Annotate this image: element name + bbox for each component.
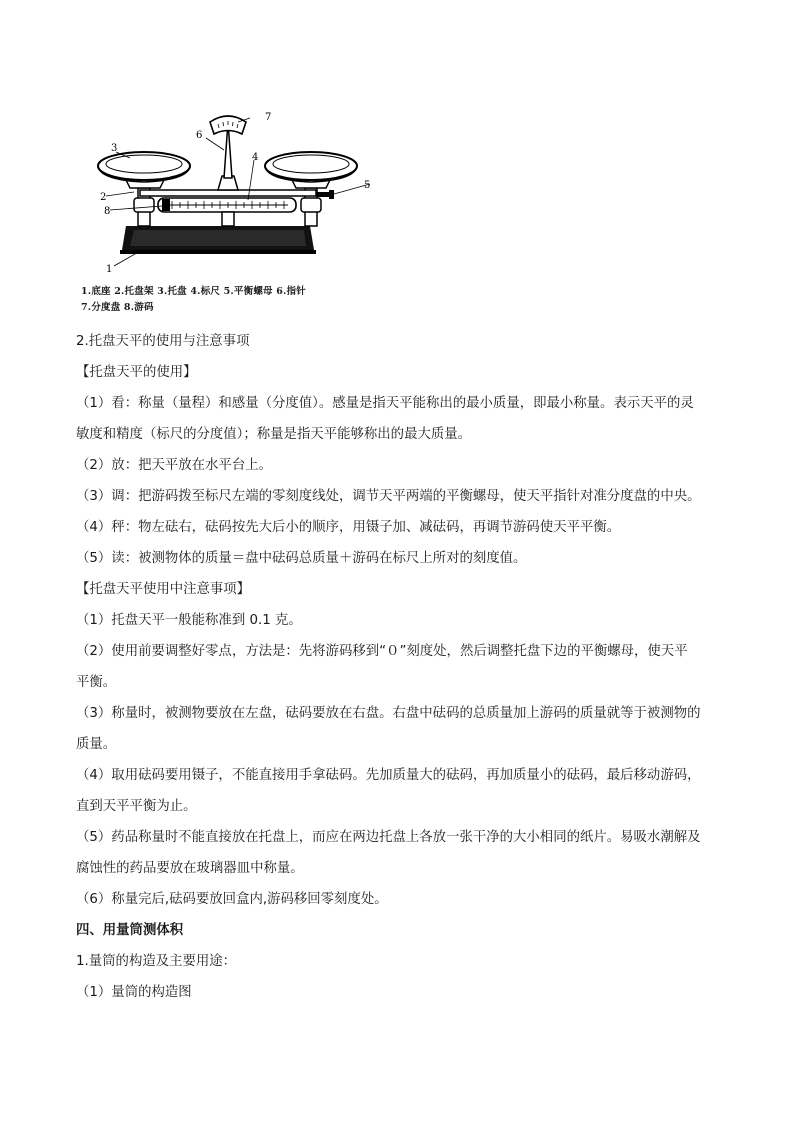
paragraph-line: 平衡。 [76,675,117,690]
tray-balance-diagram [78,100,378,280]
paragraph-line: 腐蚀性的药品要放在玻璃器皿中称量。 [76,861,304,876]
label-3: 3 [111,143,118,154]
bracket-heading-precautions: 【托盘天平使用中注意事项】 [76,582,251,597]
section-subheading: 2.托盘天平的使用与注意事项 [76,334,250,349]
bracket-heading-usage: 【托盘天平的使用】 [76,365,197,380]
label-6: 6 [196,130,203,141]
paragraph-line: （2）放：把天平放在水平台上。 [76,458,272,473]
balance-nut [317,192,329,197]
paragraph-line: （1）量筒的构造图 [76,985,192,1000]
figure-caption-line-2: 7.分度盘 8.游码 [81,302,154,313]
section-heading: 四、用量筒测体积 [76,923,184,938]
paragraph-line: （3）调：把游码拨至标尺左端的零刻度线处，调节天平两端的平衡螺母，使天平指针对准分度盘的中央。 [76,489,701,504]
label-2: 2 [100,192,107,203]
paragraph-line: （5）读：被测物体的质量＝盘中砝码总质量＋游码在标尺上所对的刻度值。 [76,551,527,566]
paragraph-line: 直到天平平衡为止。 [76,799,197,814]
paragraph-line: （4）秤：物左砝右，砝码按先大后小的顺序，用镊子加、减砝码，再调节游码使天平平衡。 [76,520,621,535]
label-8: 8 [104,206,111,217]
paragraph-line: （2）使用前要调整好零点，方法是：先将游码移到“０”刻度处，然后调整托盘下边的平衡螺母，使天平 [76,644,688,659]
balance-beam [140,190,316,196]
paragraph-line: （3）称量时，被测物要放在左盘，砝码要放在右盘。右盘中砝码的总质量加上游码的质量就等于被测物的 [76,706,701,721]
paragraph-line: （5）药品称量时不能直接放在托盘上，而应在两边托盘上各放一张干净的大小相同的纸片。易吸水潮解及 [76,830,701,845]
rider [162,199,170,211]
figure-caption-line-1: 1.底座 2.托盘架 3.托盘 4.标尺 5.平衡螺母 6.指针 [81,286,306,297]
balance-figure [78,100,378,315]
document-body [76,326,726,1008]
section-subheading: 1.量筒的构造及主要用途： [76,954,237,969]
paragraph-line: （6）称量完后,砝码要放回盒内,游码移回零刻度处。 [76,892,388,907]
label-1: 1 [106,264,113,275]
paragraph-line: （1）托盘天平一般能称准到 0.1 克。 [76,613,302,628]
paragraph-line: （1）看：称量（量程）和感量（分度值）。感量是指天平能称出的最小质量，即最小称量。表示天平的灵 [76,396,694,411]
label-7: 7 [265,112,272,123]
paragraph-line: （4）取用砝码要用镊子，不能直接用手拿砝码。先加质量大的砝码，再加质量小的砝码，最后移动游码， [76,768,701,783]
paragraph-line: 敏度和精度（标尺的分度值）；称量是指天平能够称出的最大质量。 [76,427,472,442]
label-4: 4 [252,152,259,163]
paragraph-line: 质量。 [76,737,117,752]
label-5: 5 [364,180,371,191]
